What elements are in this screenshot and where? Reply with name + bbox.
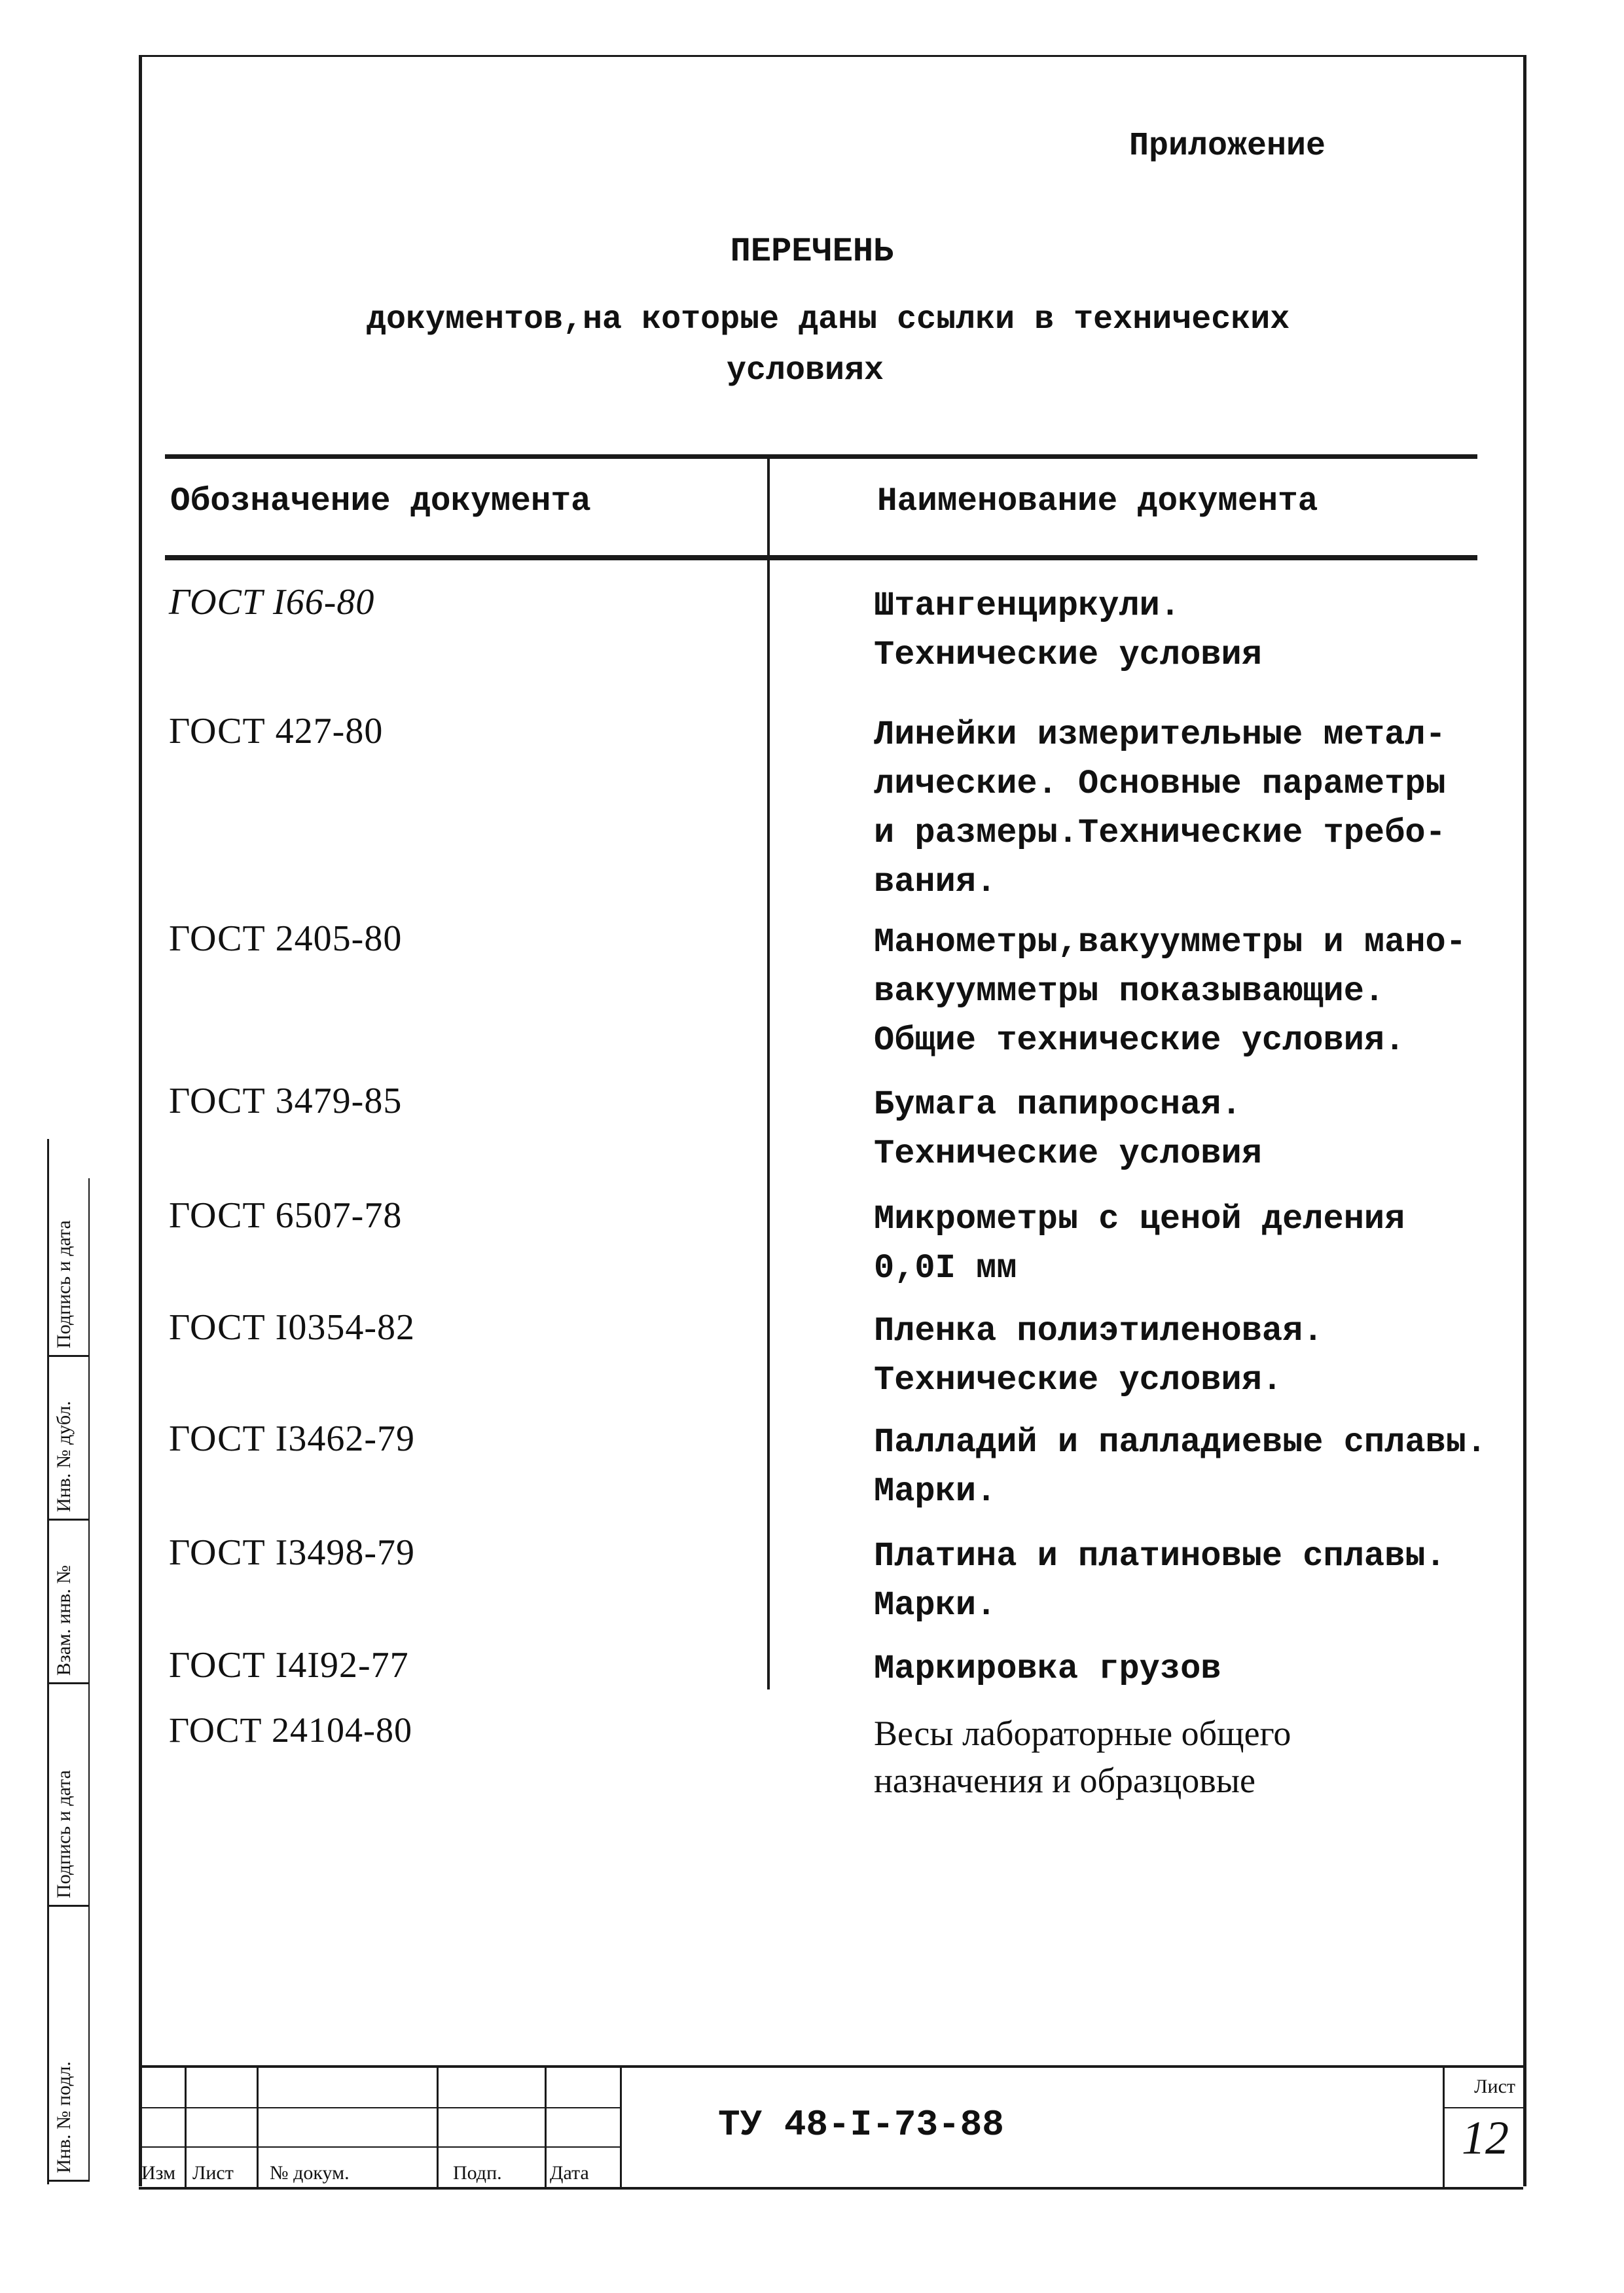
document-code: ГОСТ 427-80 xyxy=(169,711,384,751)
document-code: ГОСТ 24104-80 xyxy=(169,1710,413,1750)
subtitle-line-1: документов,на которые даны ссылки в технических xyxy=(367,301,1290,338)
document-designation: ТУ 48-I-73-88 xyxy=(718,2104,1004,2146)
subtitle-line-2: условиях xyxy=(727,352,884,389)
sheet-label: Лист xyxy=(1474,2076,1515,2097)
document-code: ГОСТ 6507-78 xyxy=(169,1195,403,1236)
stamp-col-line xyxy=(1443,2068,1445,2187)
document-name: Весы лабораторные общего назначения и образцовые xyxy=(874,1714,1291,1800)
sheet-number: 12 xyxy=(1462,2112,1509,2164)
side-stamp-label: Подпись и дата xyxy=(53,1220,75,1348)
document-name: Штангенциркули. Технические условия xyxy=(874,587,1262,674)
document-code: ГОСТ I66-80 xyxy=(169,582,375,623)
column-header-designation: Обозначение документа xyxy=(170,483,591,520)
document-name: Манометры,вакуумметры и мано- вакуумметры показывающие. Общие технические условия. xyxy=(874,923,1466,1060)
side-stamp-cell xyxy=(49,1905,90,2182)
document-code: ГОСТ I4I92-77 xyxy=(169,1645,409,1686)
stamp-label-sheet: Лист xyxy=(192,2162,234,2184)
document-code: ГОСТ 3479-85 xyxy=(169,1081,403,1121)
document-code: ГОСТ I3462-79 xyxy=(169,1418,415,1459)
table-column-divider xyxy=(767,454,770,1689)
column-header-name: Наименование документа xyxy=(877,483,1318,520)
document-name: Бумага папиросная. Технические условия xyxy=(874,1085,1262,1173)
document-name: Линейки измерительные метал- лические. Основные параметры и размеры.Технические требо- вания. xyxy=(874,715,1446,901)
document-name: Платина и платиновые сплавы. Марки. xyxy=(874,1537,1446,1625)
stamp-label-date: Дата xyxy=(550,2162,589,2184)
side-stamp-label: Инв. № дубл. xyxy=(53,1401,75,1512)
title-block xyxy=(139,2065,1523,2190)
stamp-row-line xyxy=(139,2146,620,2148)
side-stamp-cell xyxy=(49,1178,90,1357)
side-stamp xyxy=(47,1139,141,2184)
stamp-label-signature: Подп. xyxy=(453,2162,502,2184)
side-stamp-cell xyxy=(49,1519,90,1684)
document-title: ПЕРЕЧЕНЬ xyxy=(730,232,894,271)
stamp-row-line xyxy=(139,2107,620,2108)
side-stamp-label: Взам. инв. № xyxy=(53,1564,75,1676)
stamp-col-line xyxy=(437,2068,439,2187)
table-header-rule xyxy=(165,555,1477,560)
document-code: ГОСТ I3498-79 xyxy=(169,1532,415,1573)
side-stamp-label: Подпись и дата xyxy=(53,1770,75,1898)
document-name: Маркировка грузов xyxy=(874,1650,1221,1688)
document-code: ГОСТ I0354-82 xyxy=(169,1307,415,1348)
stamp-label-doc-number: № докум. xyxy=(270,2162,350,2184)
document-name: Палладий и палладиевые сплавы. Марки. xyxy=(874,1423,1487,1511)
document-name: Микрометры с ценой деления 0,0I мм xyxy=(874,1200,1405,1288)
stamp-label-change: Изм xyxy=(141,2162,176,2184)
stamp-row-line xyxy=(1443,2107,1523,2108)
stamp-col-line xyxy=(545,2068,547,2187)
document-code: ГОСТ 2405-80 xyxy=(169,918,403,959)
side-stamp-cell xyxy=(49,1355,90,1521)
document-name: Пленка полиэтиленовая. Технические условия. xyxy=(874,1312,1324,1399)
document-subtitle xyxy=(367,295,1479,397)
stamp-col-line xyxy=(185,2068,187,2187)
table-top-rule xyxy=(165,454,1477,459)
stamp-col-line xyxy=(620,2068,622,2187)
appendix-label: Приложение xyxy=(1129,128,1326,165)
side-stamp-label: Инв. № подл. xyxy=(53,2061,75,2173)
side-stamp-cell xyxy=(49,1682,90,1907)
stamp-col-line xyxy=(257,2068,259,2187)
